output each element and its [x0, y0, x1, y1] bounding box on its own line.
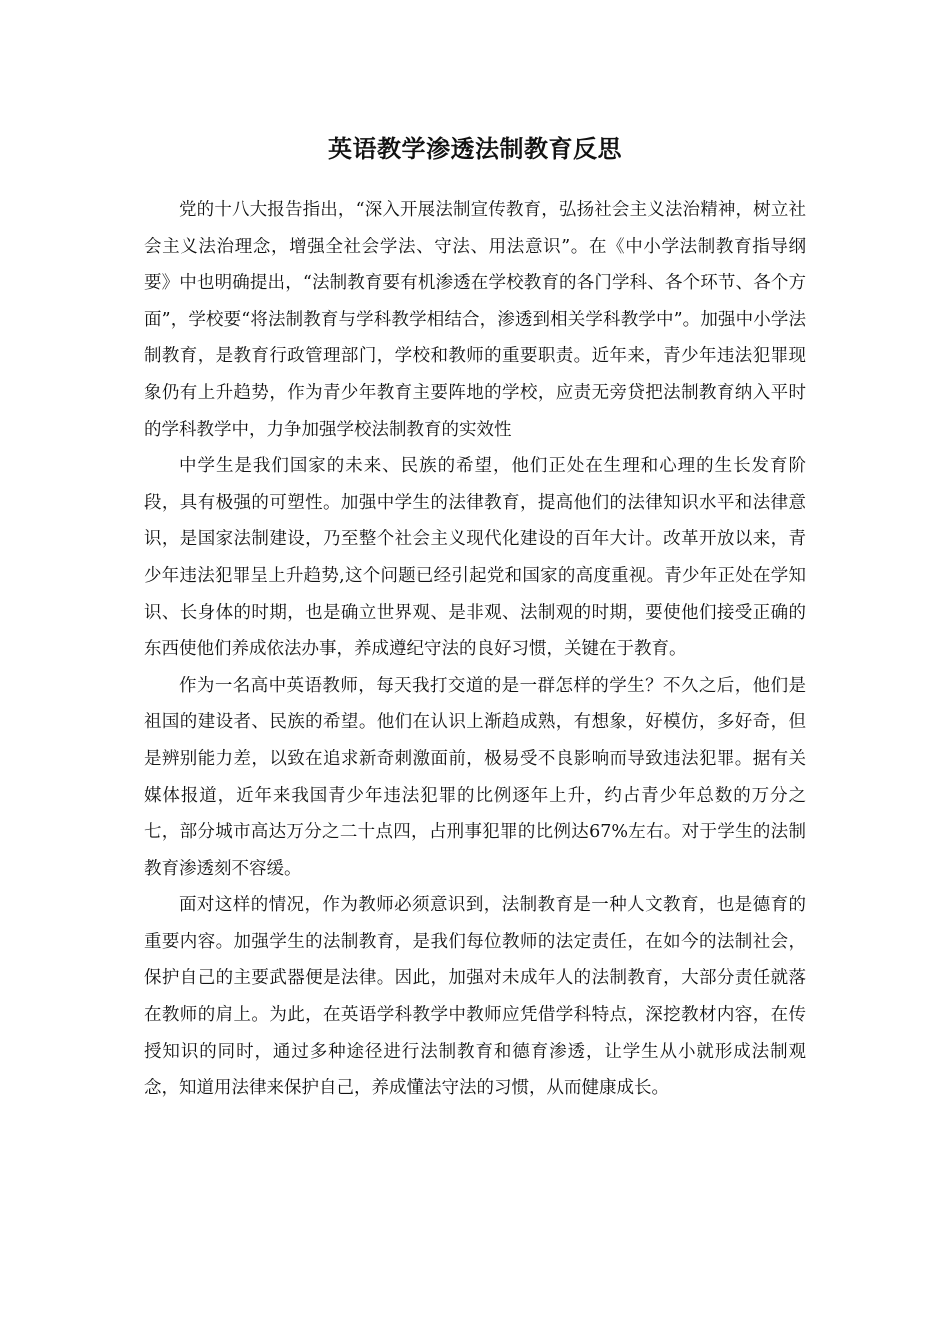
paragraph-3: 作为一名高中英语教师，每天我打交道的是一群怎样的学生？不久之后，他们是祖国的建设者、民族的希望。他们在认识上渐趋成熟，有想象，好模仿，多好奇，但是辨别能力差，以致在追求新奇刺激面前，极易受不良影响而导致违法犯罪。据有关媒体报道，近年来我国青少年违法犯罪的比例逐年上升，约占青少年总数的万分之七，部分城市高达万分之二十点四，占刑事犯罪的比例达67%左右。对于学生的法制教育渗透刻不容缓。 — [144, 675, 806, 879]
paragraph-4: 面对这样的情况，作为教师必须意识到，法制教育是一种人文教育，也是德育的重要内容。加强学生的法制教育，是我们每位教师的法定责任，在如今的法制社会，保护自己的主要武器便是法律。因此，加强对未成年人的法制教育，大部分责任就落在教师的肩上。为此，在英语学科教学中教师应凭借学科特点，深挖教材内容，在传授知识的同时，通过多种途径进行法制教育和德育渗透，让学生从小就形成法制观念，知道用法律来保护自己，养成懂法守法的习惯，从而健康成长。 — [144, 895, 806, 1099]
paragraph-2: 中学生是我们国家的未来、民族的希望，他们正处在生理和心理的生长发育阶段，具有极强的可塑性。加强中学生的法律教育，提高他们的法律知识水平和法律意识，是国家法制建设，乃至整个社会主义现代化建设的百年大计。改革开放以来，青少年违法犯罪呈上升趋势,这个问题已经引起党和国家的高度重视。青少年正处在学知识、长身体的时期，也是确立世界观、是非观、法制观的时期，要使他们接受正确的东西使他们养成依法办事，养成遵纪守法的良好习惯，关键在于教育。 — [144, 456, 806, 660]
document-page — [144, 132, 806, 1107]
paragraph-1: 党的十八大报告指出，“深入开展法制宣传教育，弘扬社会主义法治精神，树立社会主义法治理念，增强全社会学法、守法、用法意识”。在《中小学法制教育指导纲要》中也明确提出，“法制教育要有机渗透在学校教育的各门学科、各个环节、各个方面”，学校要“将法制教育与学科教学相结合，渗透到相关学科教学中”。加强中小学法制教育，是教育行政管理部门，学校和教师的重要职责。近年来，青少年违法犯罪现象仍有上升趋势，作为青少年教育主要阵地的学校，应责无旁贷把法制教育纳入平时的学科教学中，力争加强学校法制教育的实效性 — [144, 200, 806, 440]
document-body — [144, 192, 806, 1107]
document-title: 英语教学渗透法制教育反思 — [328, 134, 622, 163]
